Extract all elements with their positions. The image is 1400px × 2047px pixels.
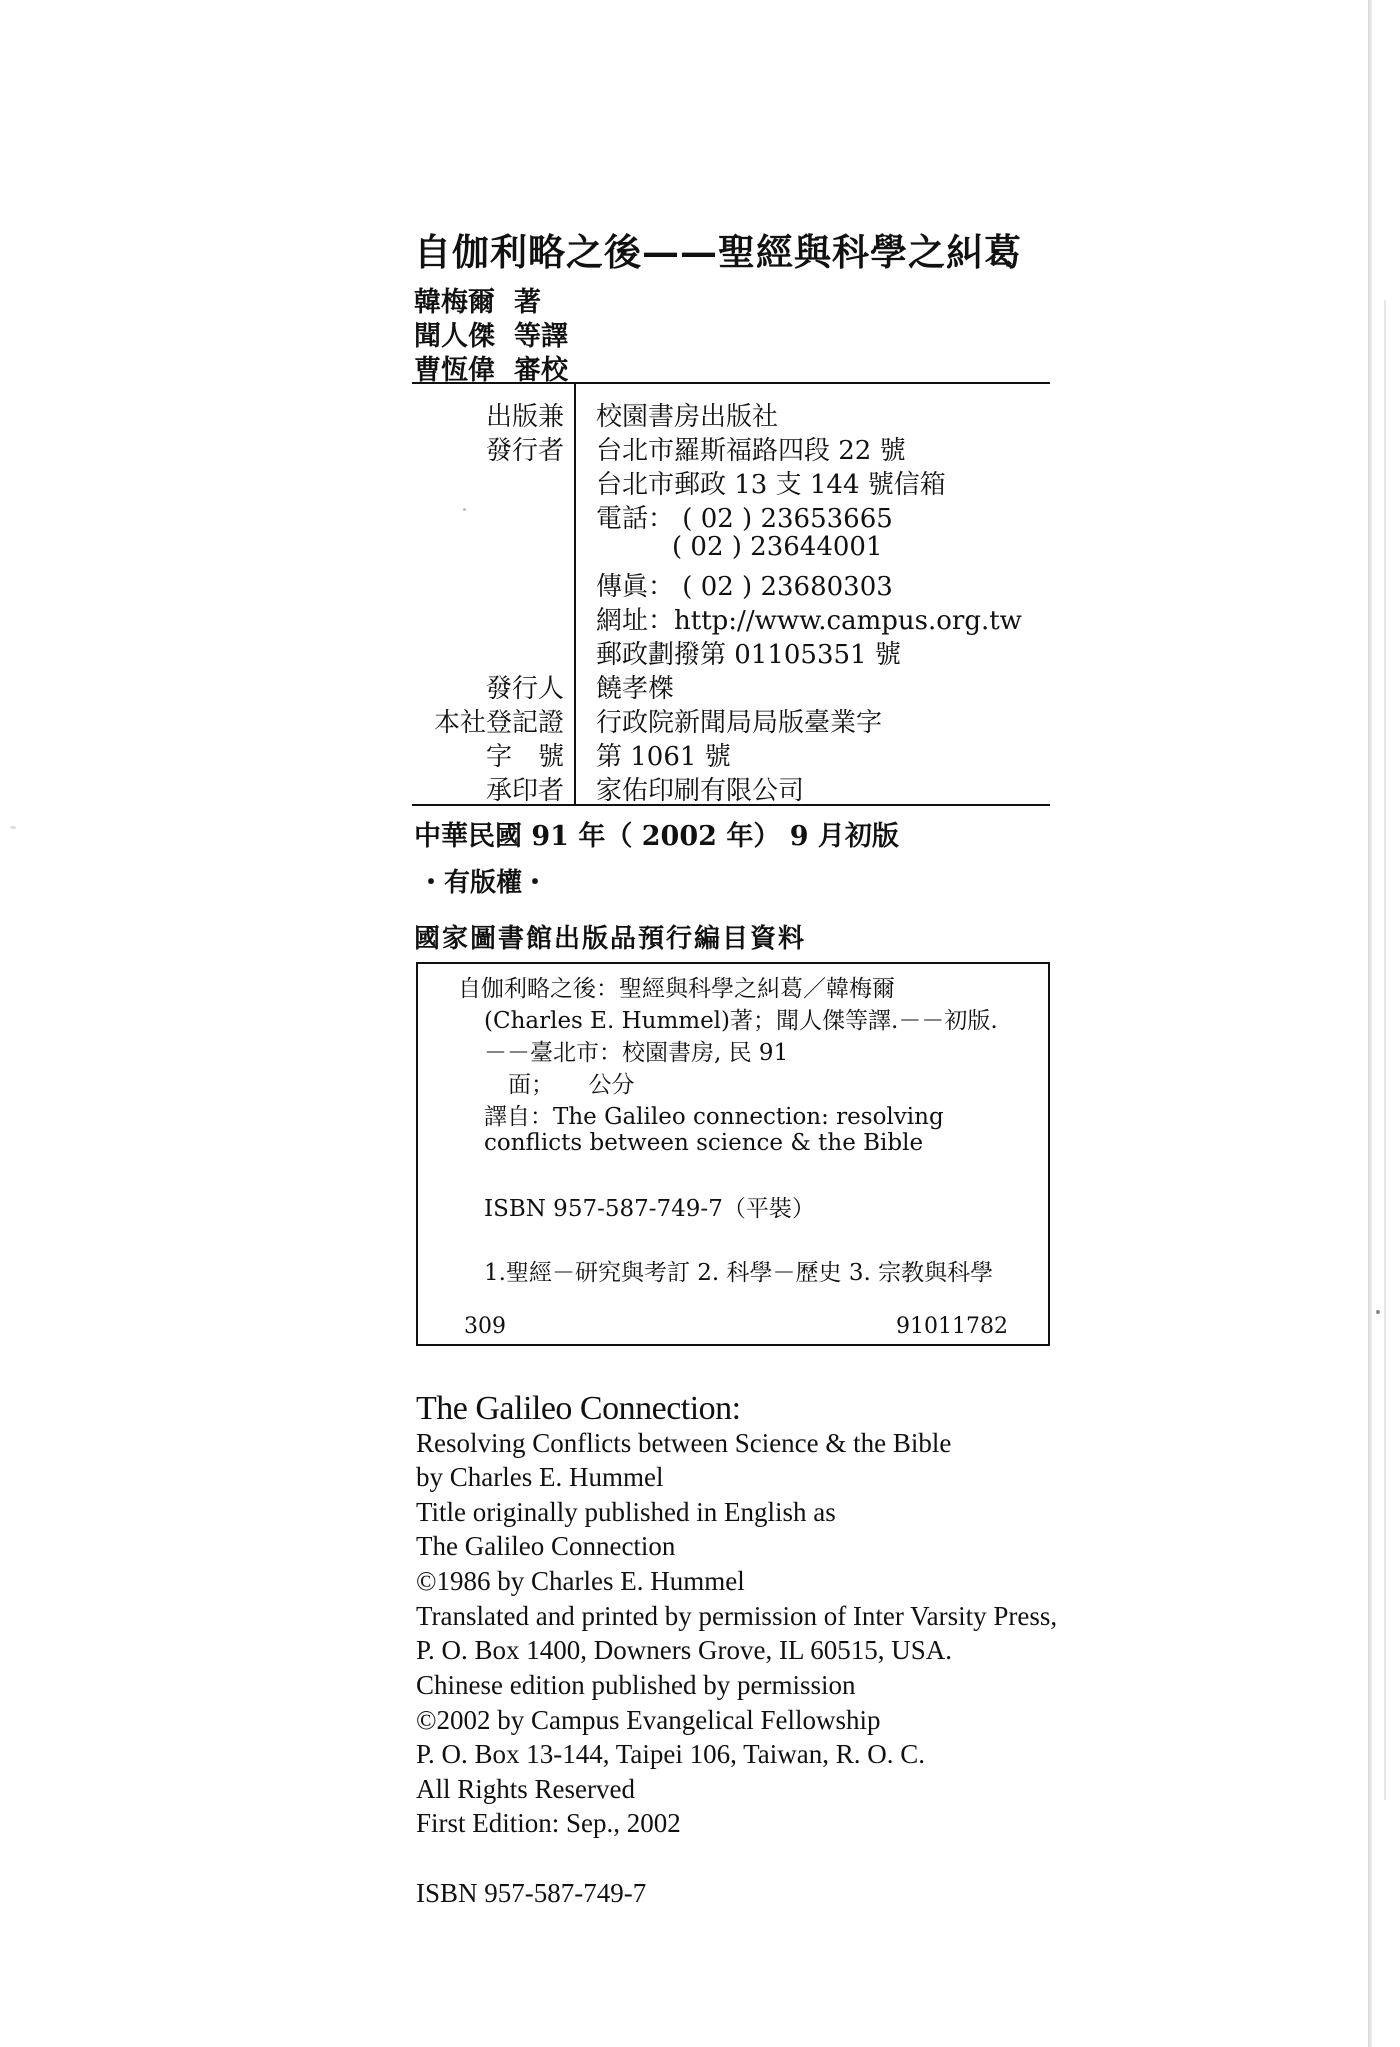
english-line: ©1986 by Charles E. Hummel (416, 1566, 745, 1596)
scan-speck (1376, 1310, 1380, 1314)
phone-label: 電話： (596, 504, 675, 534)
english-line: P. O. Box 1400, Downers Grove, IL 60515, USA. (416, 1635, 952, 1665)
cip-line: 自伽利略之後：聖經與科學之糾葛／韓梅爾 (458, 976, 895, 1002)
publisher-label: 出版兼 (485, 402, 564, 432)
credit-role: 著 (514, 287, 541, 318)
phone-1: ( 02 ) 23653665 (682, 504, 893, 534)
cip-record-box (416, 962, 1050, 1346)
credit-name: 韓梅爾 (414, 287, 495, 318)
english-line: P. O. Box 13-144, Taipei 106, Taiwan, R. O. C. (416, 1739, 925, 1769)
fax-number: ( 02 ) 23680303 (682, 572, 893, 602)
english-line: All Rights Reserved (416, 1774, 635, 1804)
english-line: First Edition: Sep., 2002 (416, 1808, 681, 1838)
cip-isbn: ISBN 957-587-749-7（平裝） (484, 1196, 815, 1222)
cip-line: 譯自：The Galileo connection: resolving (484, 1104, 944, 1130)
phone-2: ( 02 ) 23644001 (672, 532, 883, 562)
phone-row (596, 498, 893, 535)
english-line: by Charles E. Hummel (416, 1462, 664, 1492)
issuer-name: 饒孝榤 (596, 674, 675, 704)
page-binding-edge-inner (1384, 300, 1386, 1800)
registration-number: 第 1061 號 (596, 742, 731, 772)
website-row (596, 600, 1022, 637)
cip-line: (Charles E. Hummel)著；聞人傑等譯.－－初版. (484, 1008, 998, 1034)
english-line: Chinese edition published by permission (416, 1670, 856, 1700)
english-line: Title originally published in English as (416, 1497, 836, 1527)
english-line: ©2002 by Campus Evangelical Fellowship (416, 1705, 881, 1735)
website-label: 網址： (596, 606, 675, 636)
issuer-label: 發行人 (485, 674, 564, 704)
english-line: The Galileo Connection (416, 1531, 676, 1561)
publisher-label-2: 發行者 (485, 436, 564, 466)
book-title: 自伽利略之後——聖經與科學之糾葛 (414, 230, 1022, 274)
website-url: http://www.campus.org.tw (674, 606, 1022, 636)
english-line: Translated and printed by permission of Inter Varsity Press, (416, 1601, 1058, 1631)
cip-subjects: 1.聖經－研究與考訂 2. 科學－歷史 3. 宗教與科學 (484, 1260, 994, 1286)
cip-line: conflicts between science & the Bible (484, 1130, 924, 1156)
cip-heading: 國家圖書館出版品預行編目資料 (414, 924, 807, 954)
english-line: Resolving Conflicts between Science & the Bible (416, 1428, 952, 1458)
edition-date: 中華民國 91 年（ 2002 年） 9 月初版 (414, 821, 899, 852)
publisher-name: 校園書房出版社 (596, 402, 779, 432)
scan-speck (10, 826, 16, 829)
info-column-divider (574, 384, 576, 804)
scan-speck (463, 508, 466, 511)
registration-label: 本社登記證 (433, 708, 564, 738)
credit-role: 審校 (514, 355, 568, 386)
printer-label: 承印者 (485, 776, 564, 806)
english-title: The Galileo Connection: (416, 1390, 741, 1427)
rights-notice: ・有版權・ (418, 868, 549, 898)
credit-role: 等譯 (514, 321, 568, 352)
publisher-po-box: 台北市郵政 13 支 144 號信箱 (596, 470, 946, 500)
cip-record-number: 91011782 (896, 1314, 1008, 1339)
postal-account: 郵政劃撥第 01105351 號 (596, 640, 901, 670)
bottom-rule (412, 804, 1050, 806)
credit-name: 聞人傑 (414, 321, 495, 352)
fax-label: 傳眞： (596, 572, 675, 602)
publisher-info-block (410, 384, 1050, 804)
printer-name: 家佑印刷有限公司 (596, 776, 805, 806)
fax-row (596, 566, 893, 603)
number-label: 字 號 (485, 742, 564, 772)
publisher-address: 台北市羅斯福路四段 22 號 (596, 436, 906, 466)
cip-line: －－臺北市：校園書房, 民 91 (484, 1040, 789, 1066)
page-binding-edge (1368, 0, 1372, 2047)
english-isbn: ISBN 957-587-749-7 (416, 1878, 647, 1908)
cip-line: 面； 公分 (508, 1072, 635, 1098)
registration-text: 行政院新聞局局版臺業字 (596, 708, 883, 738)
cip-classification: 309 (464, 1314, 506, 1339)
credit-name: 曹恆偉 (414, 355, 495, 386)
